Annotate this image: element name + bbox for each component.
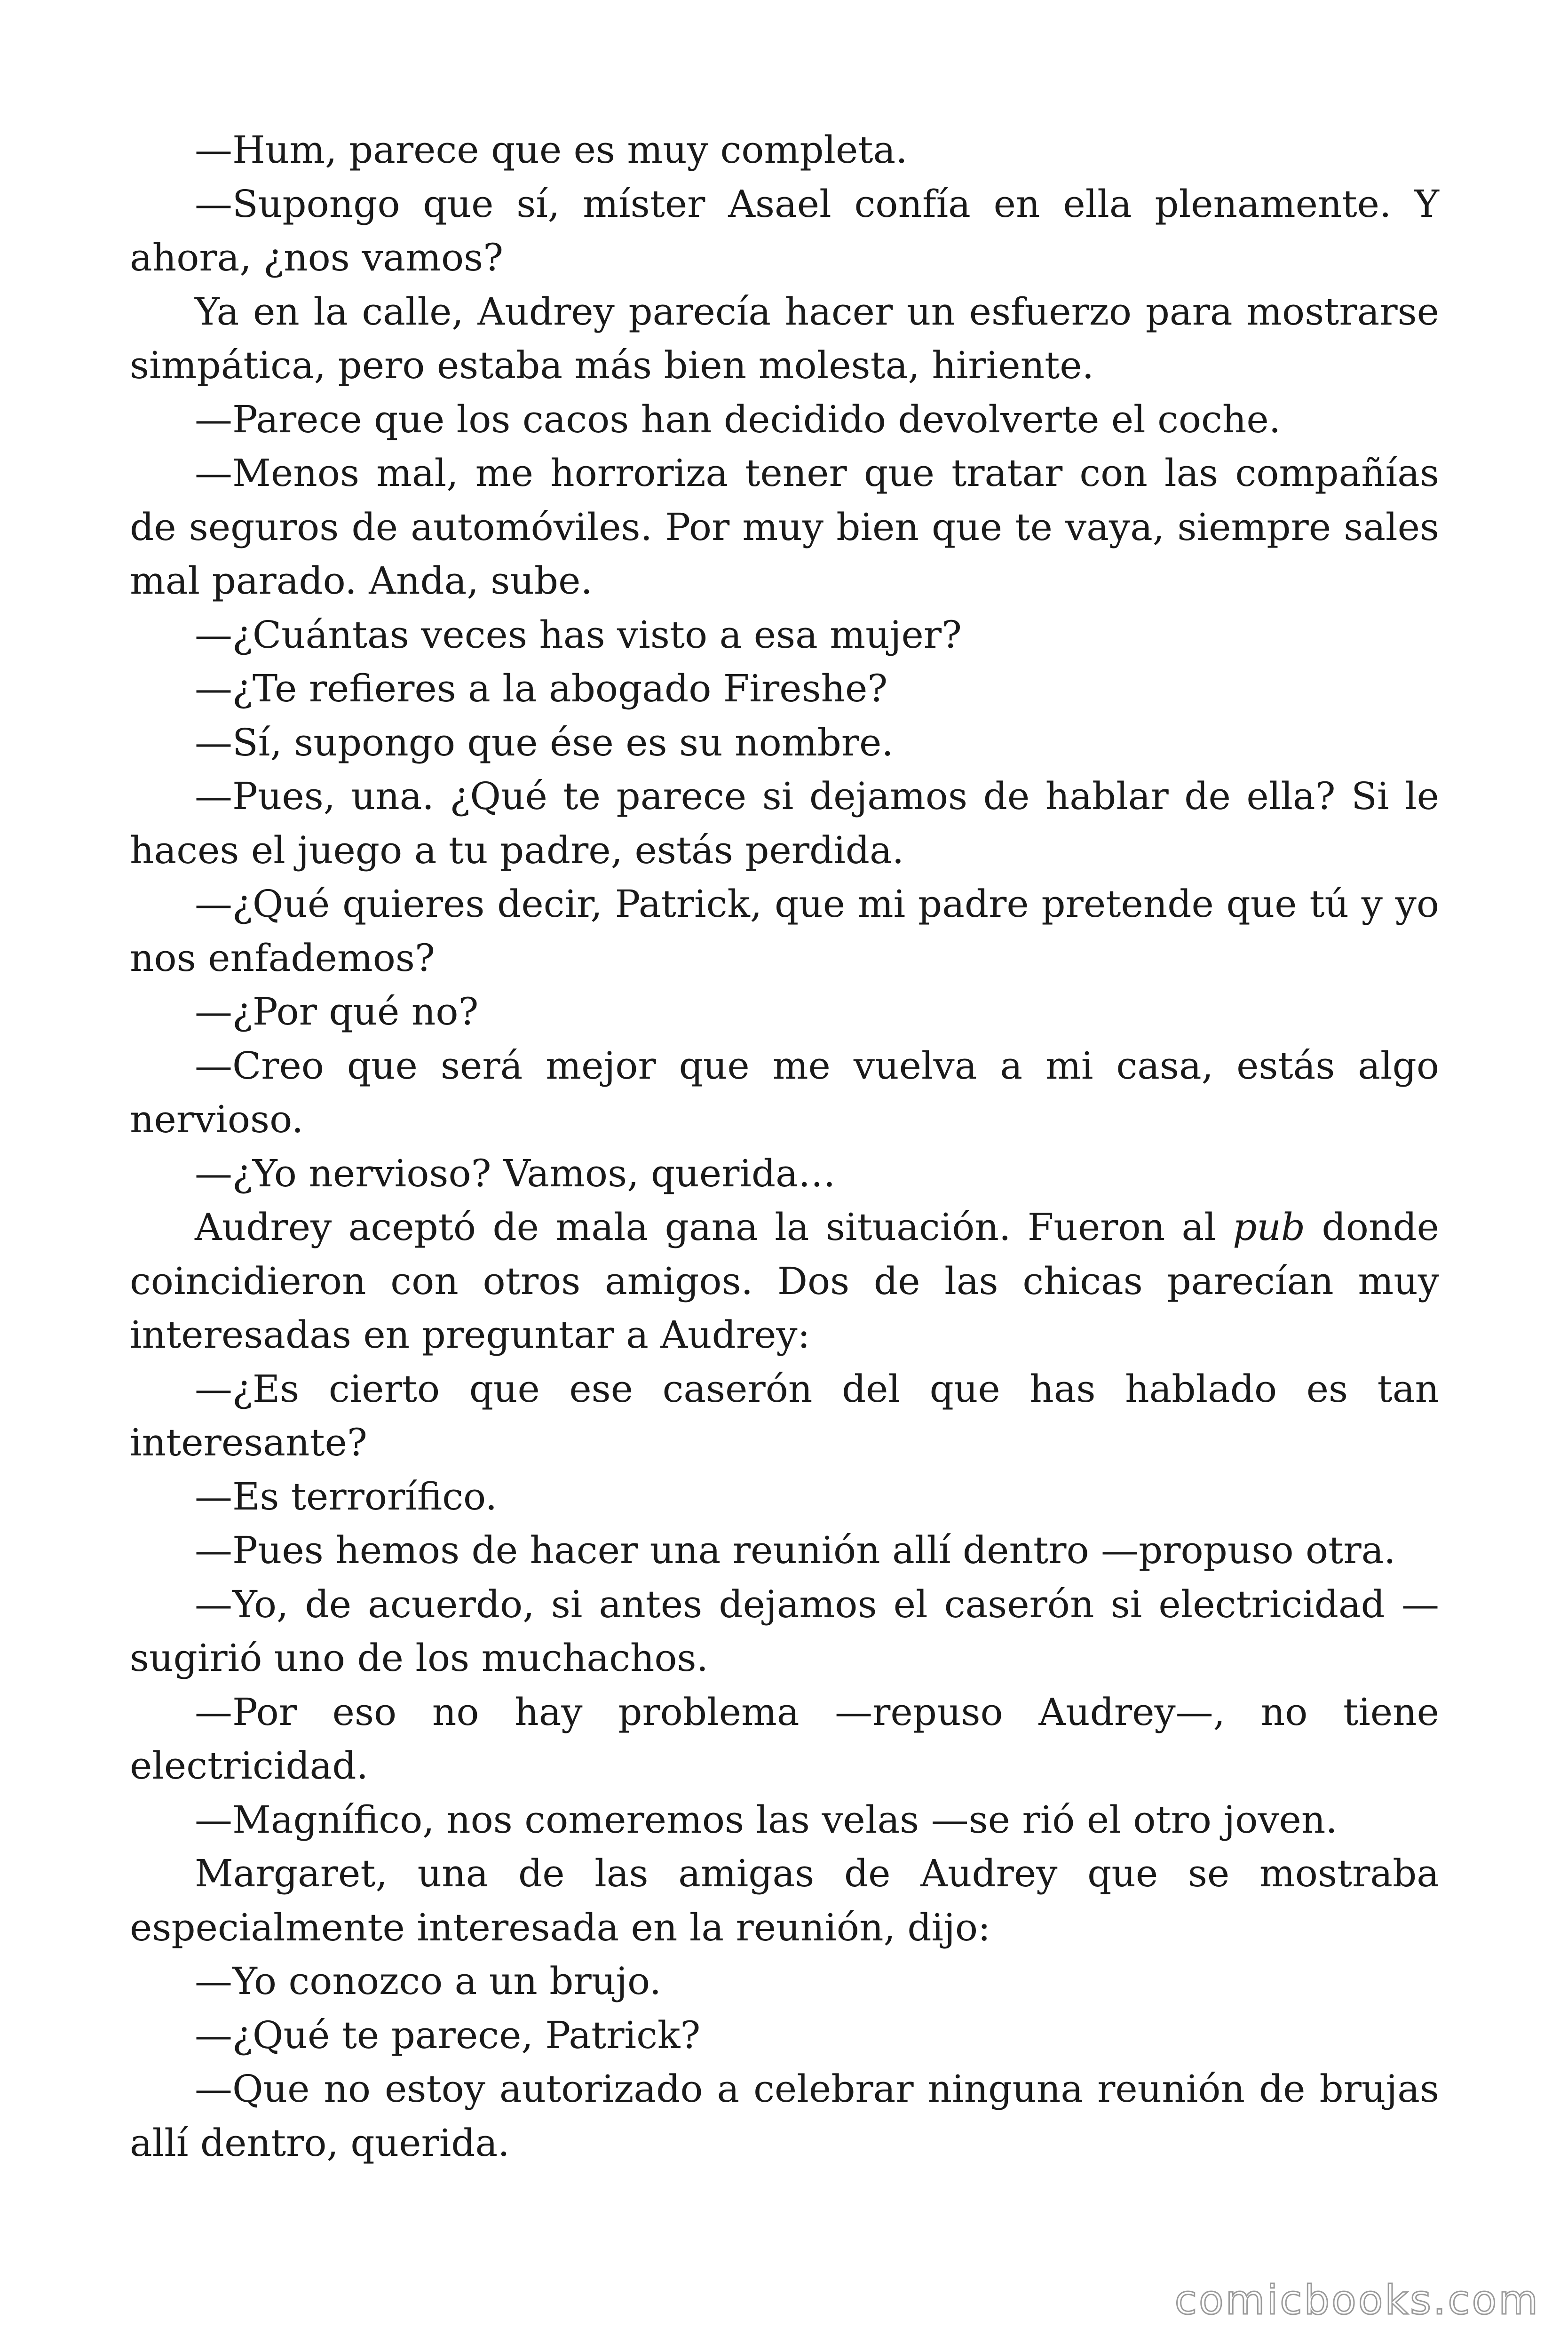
paragraph: —Yo, de acuerdo, si antes dejamos el caserón si electricidad —sugirió uno de los muchachos.: [130, 1582, 1439, 1680]
body-text: [130, 123, 1439, 2170]
paragraph: —Que no estoy autorizado a celebrar ninguna reunión de brujas allí dentro, querida.: [130, 2067, 1439, 2165]
paragraph: —Yo conozco a un brujo.: [195, 1959, 662, 2003]
paragraph: —¿Qué quieres decir, Patrick, que mi padre pretende que tú y yo nos enfademos?: [130, 882, 1439, 980]
paragraph: Ya en la calle, Audrey parecía hacer un esfuerzo para mostrarse simpática, pero estaba más bien molesta, hiriente.: [130, 289, 1439, 387]
paragraph: —Pues, una. ¿Qué te parece si dejamos de hablar de ella? Si le haces el juego a tu padre, estás perdida.: [130, 774, 1439, 872]
paragraph: —¿Yo nervioso? Vamos, querida…: [195, 1151, 836, 1195]
paragraph-text-before: Audrey aceptó de mala gana la situación. Fueron al: [195, 1205, 1233, 1249]
paragraph: —Es terrorífico.: [195, 1474, 498, 1518]
paragraph: —Pues hemos de hacer una reunión allí dentro —propuso otra.: [195, 1528, 1396, 1572]
watermark: comicbooks.com: [1174, 2277, 1540, 2324]
paragraph: —¿Por qué no?: [195, 990, 479, 1033]
paragraph: —Hum, parece que es muy completa.: [195, 128, 908, 172]
paragraph: —Parece que los cacos han decidido devolverte el coche.: [195, 397, 1281, 441]
paragraph: Margaret, una de las amigas de Audrey que se mostraba especialmente interesada en la reunión, dijo:: [130, 1851, 1439, 1949]
paragraph: —¿Cuántas veces has visto a esa mujer?: [195, 612, 962, 657]
paragraph: —¿Te refieres a la abogado Fireshe?: [195, 667, 888, 710]
italic-word: pub: [1233, 1205, 1306, 1249]
paragraph: —¿Qué te parece, Patrick?: [195, 2013, 701, 2057]
paragraph: —¿Es cierto que ese caserón del que has hablado es tan interesante?: [130, 1367, 1439, 1464]
paragraph-with-italic: [130, 1200, 1439, 1362]
paragraph: —Creo que será mejor que me vuelva a mi casa, estás algo nervioso.: [130, 1043, 1439, 1141]
paragraph-text-after: donde coincidieron con otros amigos. Dos de las chicas parecían muy interesadas en preguntar a Audrey:: [130, 1205, 1439, 1357]
paragraph: —Supongo que sí, míster Asael confía en ella plenamente. Y ahora, ¿nos vamos?: [130, 182, 1439, 279]
paragraph: —Menos mal, me horroriza tener que tratar con las compañías de seguros de automóviles. Por muy bien que te vaya, siempre sales mal parado. Anda, sube.: [130, 451, 1439, 603]
paragraph: —Por eso no hay problema —repuso Audrey—, no tiene electricidad.: [130, 1690, 1439, 1788]
paragraph: —Sí, supongo que ése es su nombre.: [195, 720, 894, 764]
paragraph: —Magnífico, nos comeremos las velas —se rió el otro joven.: [195, 1797, 1338, 1842]
